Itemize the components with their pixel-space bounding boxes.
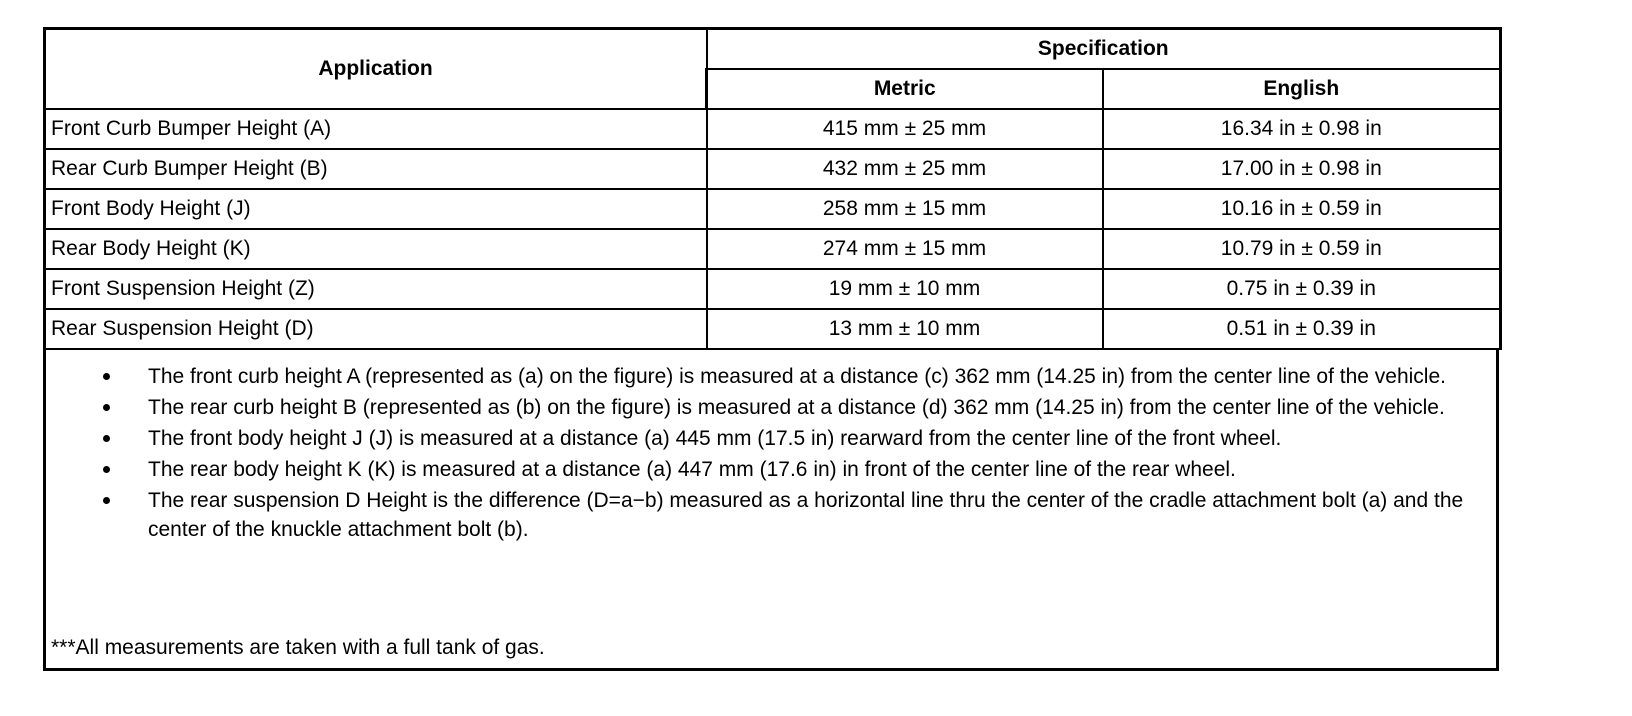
english-cell: 0.75 in ± 0.39 in [1103,269,1501,309]
list-item [46,393,1502,422]
table-header-row [45,29,1501,70]
application-cell: Front Curb Bumper Height (A) [45,109,707,149]
header-metric: Metric [707,69,1103,109]
list-item [46,486,1502,544]
english-cell: 10.16 in ± 0.59 in [1103,189,1501,229]
specification-document [43,27,1499,671]
english-cell: 10.79 in ± 0.59 in [1103,229,1501,269]
bullet-icon [103,497,110,504]
metric-cell: 13 mm ± 10 mm [707,309,1103,349]
bullet-icon [103,404,110,411]
note-text: The rear suspension D Height is the difference (D=a−b) measured as a horizontal line thru the center of the cradle attachment bolt (a) and the center of the knuckle attachment bolt (b). [148,489,1464,541]
header-application: Application [45,29,707,110]
bullet-icon [103,435,110,442]
application-cell: Rear Curb Bumper Height (B) [45,149,707,189]
specification-table [43,27,1502,350]
table-row [45,269,1501,309]
bullet-icon [103,466,110,473]
metric-cell: 274 mm ± 15 mm [707,229,1103,269]
list-item [46,362,1502,391]
list-item [46,424,1502,453]
note-text: The rear curb height B (represented as (b) on the figure) is measured at a distance (d) 362 mm (14.25 in) from the center line of the vehicle. [148,396,1445,419]
metric-cell: 19 mm ± 10 mm [707,269,1103,309]
table-row [45,189,1501,229]
bullet-icon [103,373,110,380]
application-cell: Rear Body Height (K) [45,229,707,269]
header-specification: Specification [707,29,1501,70]
footnote: ***All measurements are taken with a full tank of gas. [51,636,545,659]
metric-cell: 258 mm ± 15 mm [707,189,1103,229]
notes-list [46,362,1502,546]
english-cell: 16.34 in ± 0.98 in [1103,109,1501,149]
metric-cell: 432 mm ± 25 mm [707,149,1103,189]
table-row [45,109,1501,149]
application-cell: Front Body Height (J) [45,189,707,229]
metric-cell: 415 mm ± 25 mm [707,109,1103,149]
english-cell: 0.51 in ± 0.39 in [1103,309,1501,349]
note-text: The rear body height K (K) is measured at a distance (a) 447 mm (17.6 in) in front of the center line of the rear wheel. [148,458,1236,481]
note-text: The front body height J (J) is measured at a distance (a) 445 mm (17.5 in) rearward from the center line of the front wheel. [148,427,1282,450]
table-row [45,309,1501,349]
english-cell: 17.00 in ± 0.98 in [1103,149,1501,189]
header-english: English [1103,69,1501,109]
note-text: The front curb height A (represented as (a) on the figure) is measured at a distance (c) 362 mm (14.25 in) from the center line of the vehicle. [148,365,1446,388]
notes-section [43,350,1499,671]
table-row [45,229,1501,269]
application-cell: Front Suspension Height (Z) [45,269,707,309]
application-cell: Rear Suspension Height (D) [45,309,707,349]
list-item [46,455,1502,484]
table-row [45,149,1501,189]
